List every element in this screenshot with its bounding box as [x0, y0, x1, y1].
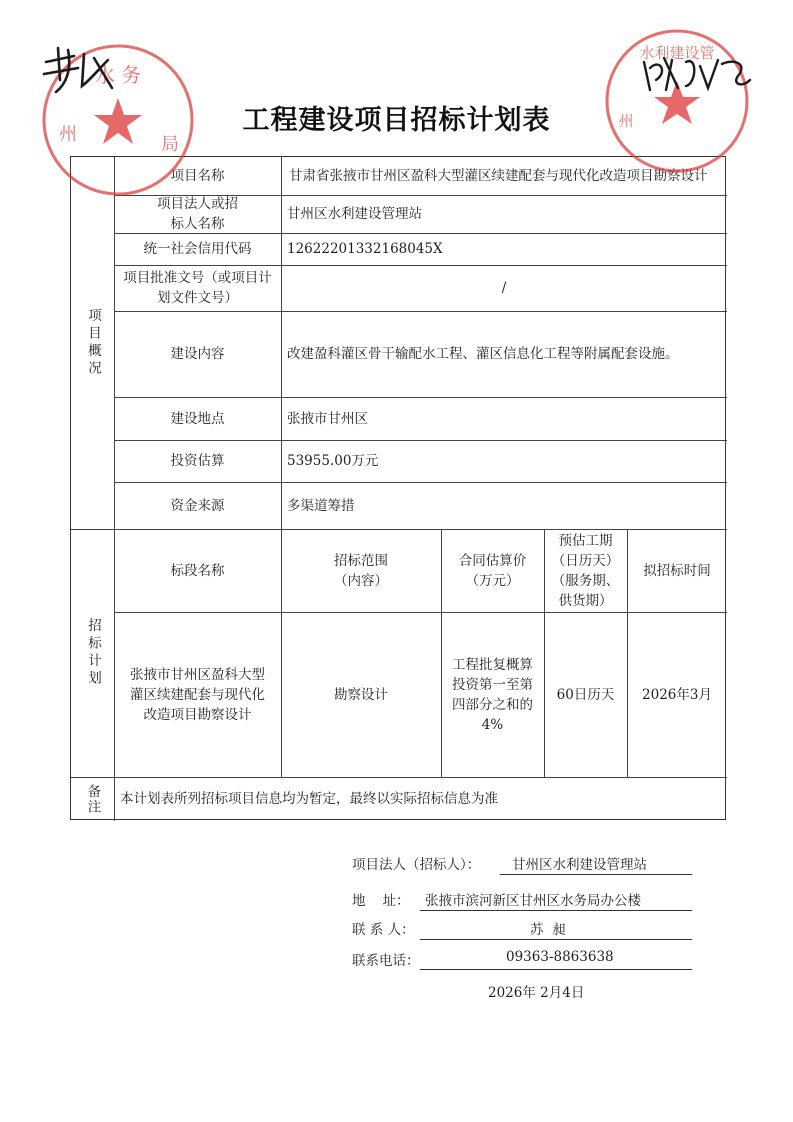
- contact-value: 苏 昶: [530, 922, 566, 938]
- construction-site-label: 建设地点: [170, 410, 225, 427]
- svg-text:州: 州: [59, 124, 77, 145]
- remarks-text: 本计划表所列招标项目信息均为暂定，最终以实际招标信息为准: [120, 791, 498, 807]
- date-text: 2026年 2月4日: [488, 985, 585, 1001]
- plan-tender-time-value: 2026年3月: [642, 686, 712, 703]
- contact-underline: [420, 939, 692, 940]
- construction-content-label: 建设内容: [170, 346, 225, 362]
- remarks-side-label: 备注: [84, 783, 101, 815]
- investment-estimate-value: 53955.00万元: [287, 453, 379, 469]
- approval-number-label: 项目批准文号（或项目计划文件文号）: [123, 270, 272, 306]
- svg-text:水 务: 水 务: [94, 63, 142, 87]
- svg-text:州: 州: [618, 112, 634, 130]
- plan-table: [70, 156, 726, 820]
- investment-estimate-label: 投资估算: [170, 453, 225, 469]
- signature-left-icon: [38, 40, 128, 100]
- plan-header-section-name: 标段名称: [170, 562, 225, 579]
- plan-header-scope: 招标范围（内容）: [334, 552, 388, 589]
- tenderer-name-label: 项目法人或招标人名称: [157, 196, 238, 232]
- legal-person-label: 项目法人（招标人）：: [352, 857, 481, 873]
- tenderer-name-value: 甘州区水利建设管理站: [287, 206, 422, 222]
- phone-value: 09363-8863638: [506, 949, 614, 965]
- signature-right-icon: [638, 50, 758, 100]
- plan-header-duration: 预估工期（日历天）（服务期、供货期）: [551, 532, 620, 609]
- address-underline: [420, 910, 692, 911]
- approval-number-value: /: [501, 280, 507, 296]
- funding-source-label: 资金来源: [170, 497, 225, 514]
- svg-text:局: 局: [161, 134, 179, 155]
- legal-person-underline: [500, 874, 692, 875]
- credit-code-value: 12622201332168045X: [287, 241, 443, 257]
- plan-header-tender-time: 拟招标时间: [643, 562, 711, 579]
- project-name-label: 项目名称: [170, 168, 225, 184]
- legal-person-value: 甘州区水利建设管理站: [512, 857, 647, 873]
- construction-content-value: 改建盈科灌区骨干输配水工程、灌区信息化工程等附属配套设施。: [287, 346, 679, 362]
- document-title: 工程建设项目招标计划表: [242, 105, 551, 136]
- tender-plan-side-label: 招标计划: [85, 618, 101, 688]
- address-value: 张掖市滨河新区甘州区水务局办公楼: [425, 893, 641, 909]
- phone-label: 联系电话：: [352, 953, 420, 969]
- address-label: 地 址：: [352, 893, 410, 909]
- credit-code-label: 统一社会信用代码: [143, 241, 252, 257]
- plan-header-contract-price: 合同估算价（万元）: [458, 552, 527, 589]
- funding-source-value: 多渠道筹措: [287, 497, 355, 514]
- plan-scope-value: 勘察设计: [334, 686, 388, 703]
- construction-station-seal: [602, 26, 752, 176]
- construction-site-value: 张掖市甘州区: [287, 410, 368, 427]
- plan-section-name-value: 张掖市甘州区盈科大型灌区续建配套与现代化改造项目勘察设计: [130, 666, 265, 723]
- phone-underline: [420, 969, 692, 970]
- contact-label: 联 系 人：: [352, 922, 415, 938]
- plan-duration-value: 60日历天: [556, 686, 615, 703]
- project-overview-side-label: 项目概况: [85, 308, 101, 378]
- svg-text:水利建设管: 水利建设管: [639, 44, 715, 62]
- construction-station-seal-icon: [602, 26, 752, 176]
- project-name-value: 甘肃省张掖市甘州区盈科大型灌区续建配套与现代化改造项目勘察设计: [289, 168, 708, 184]
- plan-contract-price-value: 工程批复概算投资第一至第四部分之和的4%: [452, 656, 533, 733]
